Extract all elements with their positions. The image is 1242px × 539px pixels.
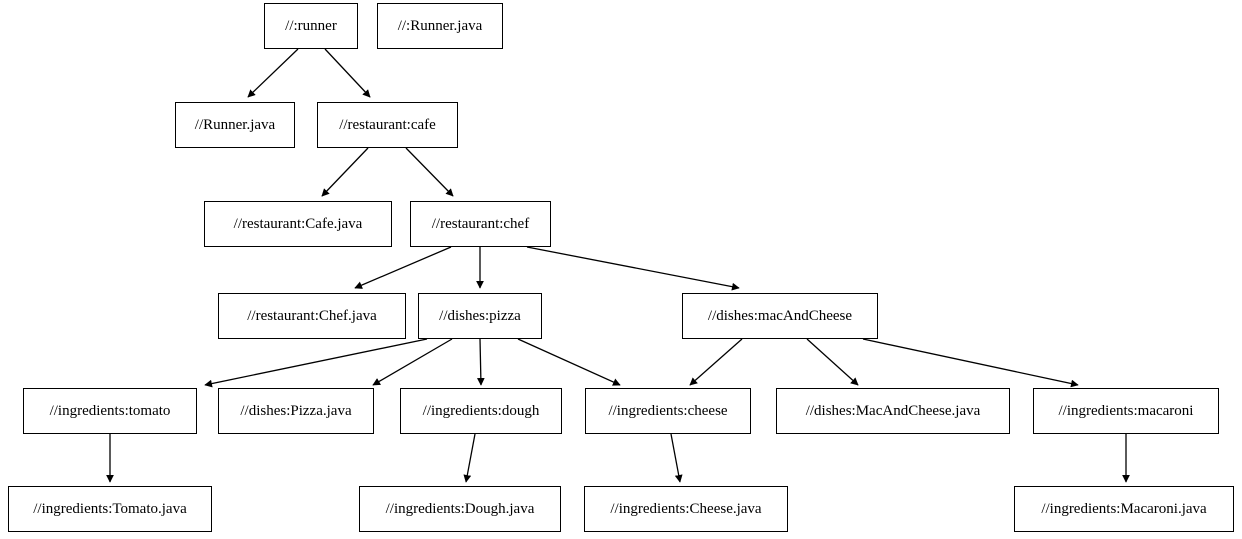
graph-node-macaroni_java[interactable] (1014, 486, 1234, 532)
graph-node-ing_dough[interactable] (400, 388, 562, 434)
graph-node-macncheese_java[interactable] (776, 388, 1010, 434)
graph-node-dishes_pizza[interactable] (418, 293, 542, 339)
graph-edge-dishes_macncheese-to-macncheese_java (807, 339, 858, 385)
graph-node-label: //ingredients:tomato (49, 402, 171, 419)
graph-node-ing_cheese[interactable] (585, 388, 751, 434)
graph-node-label: //ingredients:Macaroni.java (1041, 500, 1207, 517)
graph-edge-ing_dough-to-dough_java (466, 434, 475, 482)
graph-edge-dishes_macncheese-to-ing_cheese (690, 339, 742, 385)
graph-edge-restaurant_cafe-to-cafe_java (322, 148, 368, 196)
graph-node-chef_java[interactable] (218, 293, 406, 339)
graph-node-label: //restaurant:cafe (339, 116, 436, 133)
graph-node-label: //ingredients:macaroni (1058, 402, 1194, 419)
graph-node-label: //dishes:pizza (439, 307, 521, 324)
graph-edge-restaurant_chef-to-chef_java (355, 247, 451, 288)
graph-edge-dishes_macncheese-to-ing_macaroni (863, 339, 1078, 385)
graph-node-label: //dishes:macAndCheese (707, 307, 853, 324)
graph-edge-restaurant_cafe-to-restaurant_chef (406, 148, 453, 196)
graph-node-label: //:Runner.java (397, 17, 483, 34)
graph-edge-dishes_pizza-to-pizza_java (373, 339, 452, 385)
graph-node-label: //ingredients:dough (422, 402, 540, 419)
graph-edge-dishes_pizza-to-ing_tomato (205, 339, 427, 385)
graph-node-label: //restaurant:Chef.java (247, 307, 377, 324)
graph-node-label: //dishes:Pizza.java (240, 402, 352, 419)
graph-edge-dishes_pizza-to-ing_cheese (518, 339, 620, 385)
graph-node-label: //ingredients:Tomato.java (33, 500, 187, 517)
graph-node-label: //ingredients:cheese (608, 402, 728, 419)
graph-node-label: //:runner (285, 17, 337, 34)
graph-node-label: //ingredients:Dough.java (385, 500, 535, 517)
graph-edge-runner-to-restaurant_cafe (325, 49, 370, 97)
graph-node-label: //restaurant:Cafe.java (233, 215, 363, 232)
graph-node-cheese_java[interactable] (584, 486, 788, 532)
graph-node-tomato_java[interactable] (8, 486, 212, 532)
graph-node-dough_java[interactable] (359, 486, 561, 532)
graph-node-restaurant_chef[interactable] (410, 201, 551, 247)
graph-node-runner_java_root[interactable] (377, 3, 503, 49)
graph-node-runner[interactable] (264, 3, 358, 49)
graph-node-label: //ingredients:Cheese.java (610, 500, 762, 517)
graph-edge-restaurant_chef-to-dishes_macncheese (527, 247, 739, 288)
graph-node-label: //dishes:MacAndCheese.java (805, 402, 981, 419)
graph-node-ing_tomato[interactable] (23, 388, 197, 434)
graph-edge-dishes_pizza-to-ing_dough (480, 339, 481, 385)
graph-node-runner_java[interactable] (175, 102, 295, 148)
graph-node-label: //Runner.java (194, 116, 276, 133)
graph-edge-runner-to-runner_java (248, 49, 298, 97)
graph-node-cafe_java[interactable] (204, 201, 392, 247)
graph-node-label: //restaurant:chef (431, 215, 530, 232)
graph-node-ing_macaroni[interactable] (1033, 388, 1219, 434)
graph-node-pizza_java[interactable] (218, 388, 374, 434)
graph-edge-ing_cheese-to-cheese_java (671, 434, 680, 482)
graph-node-dishes_macncheese[interactable] (682, 293, 878, 339)
graph-node-restaurant_cafe[interactable] (317, 102, 458, 148)
